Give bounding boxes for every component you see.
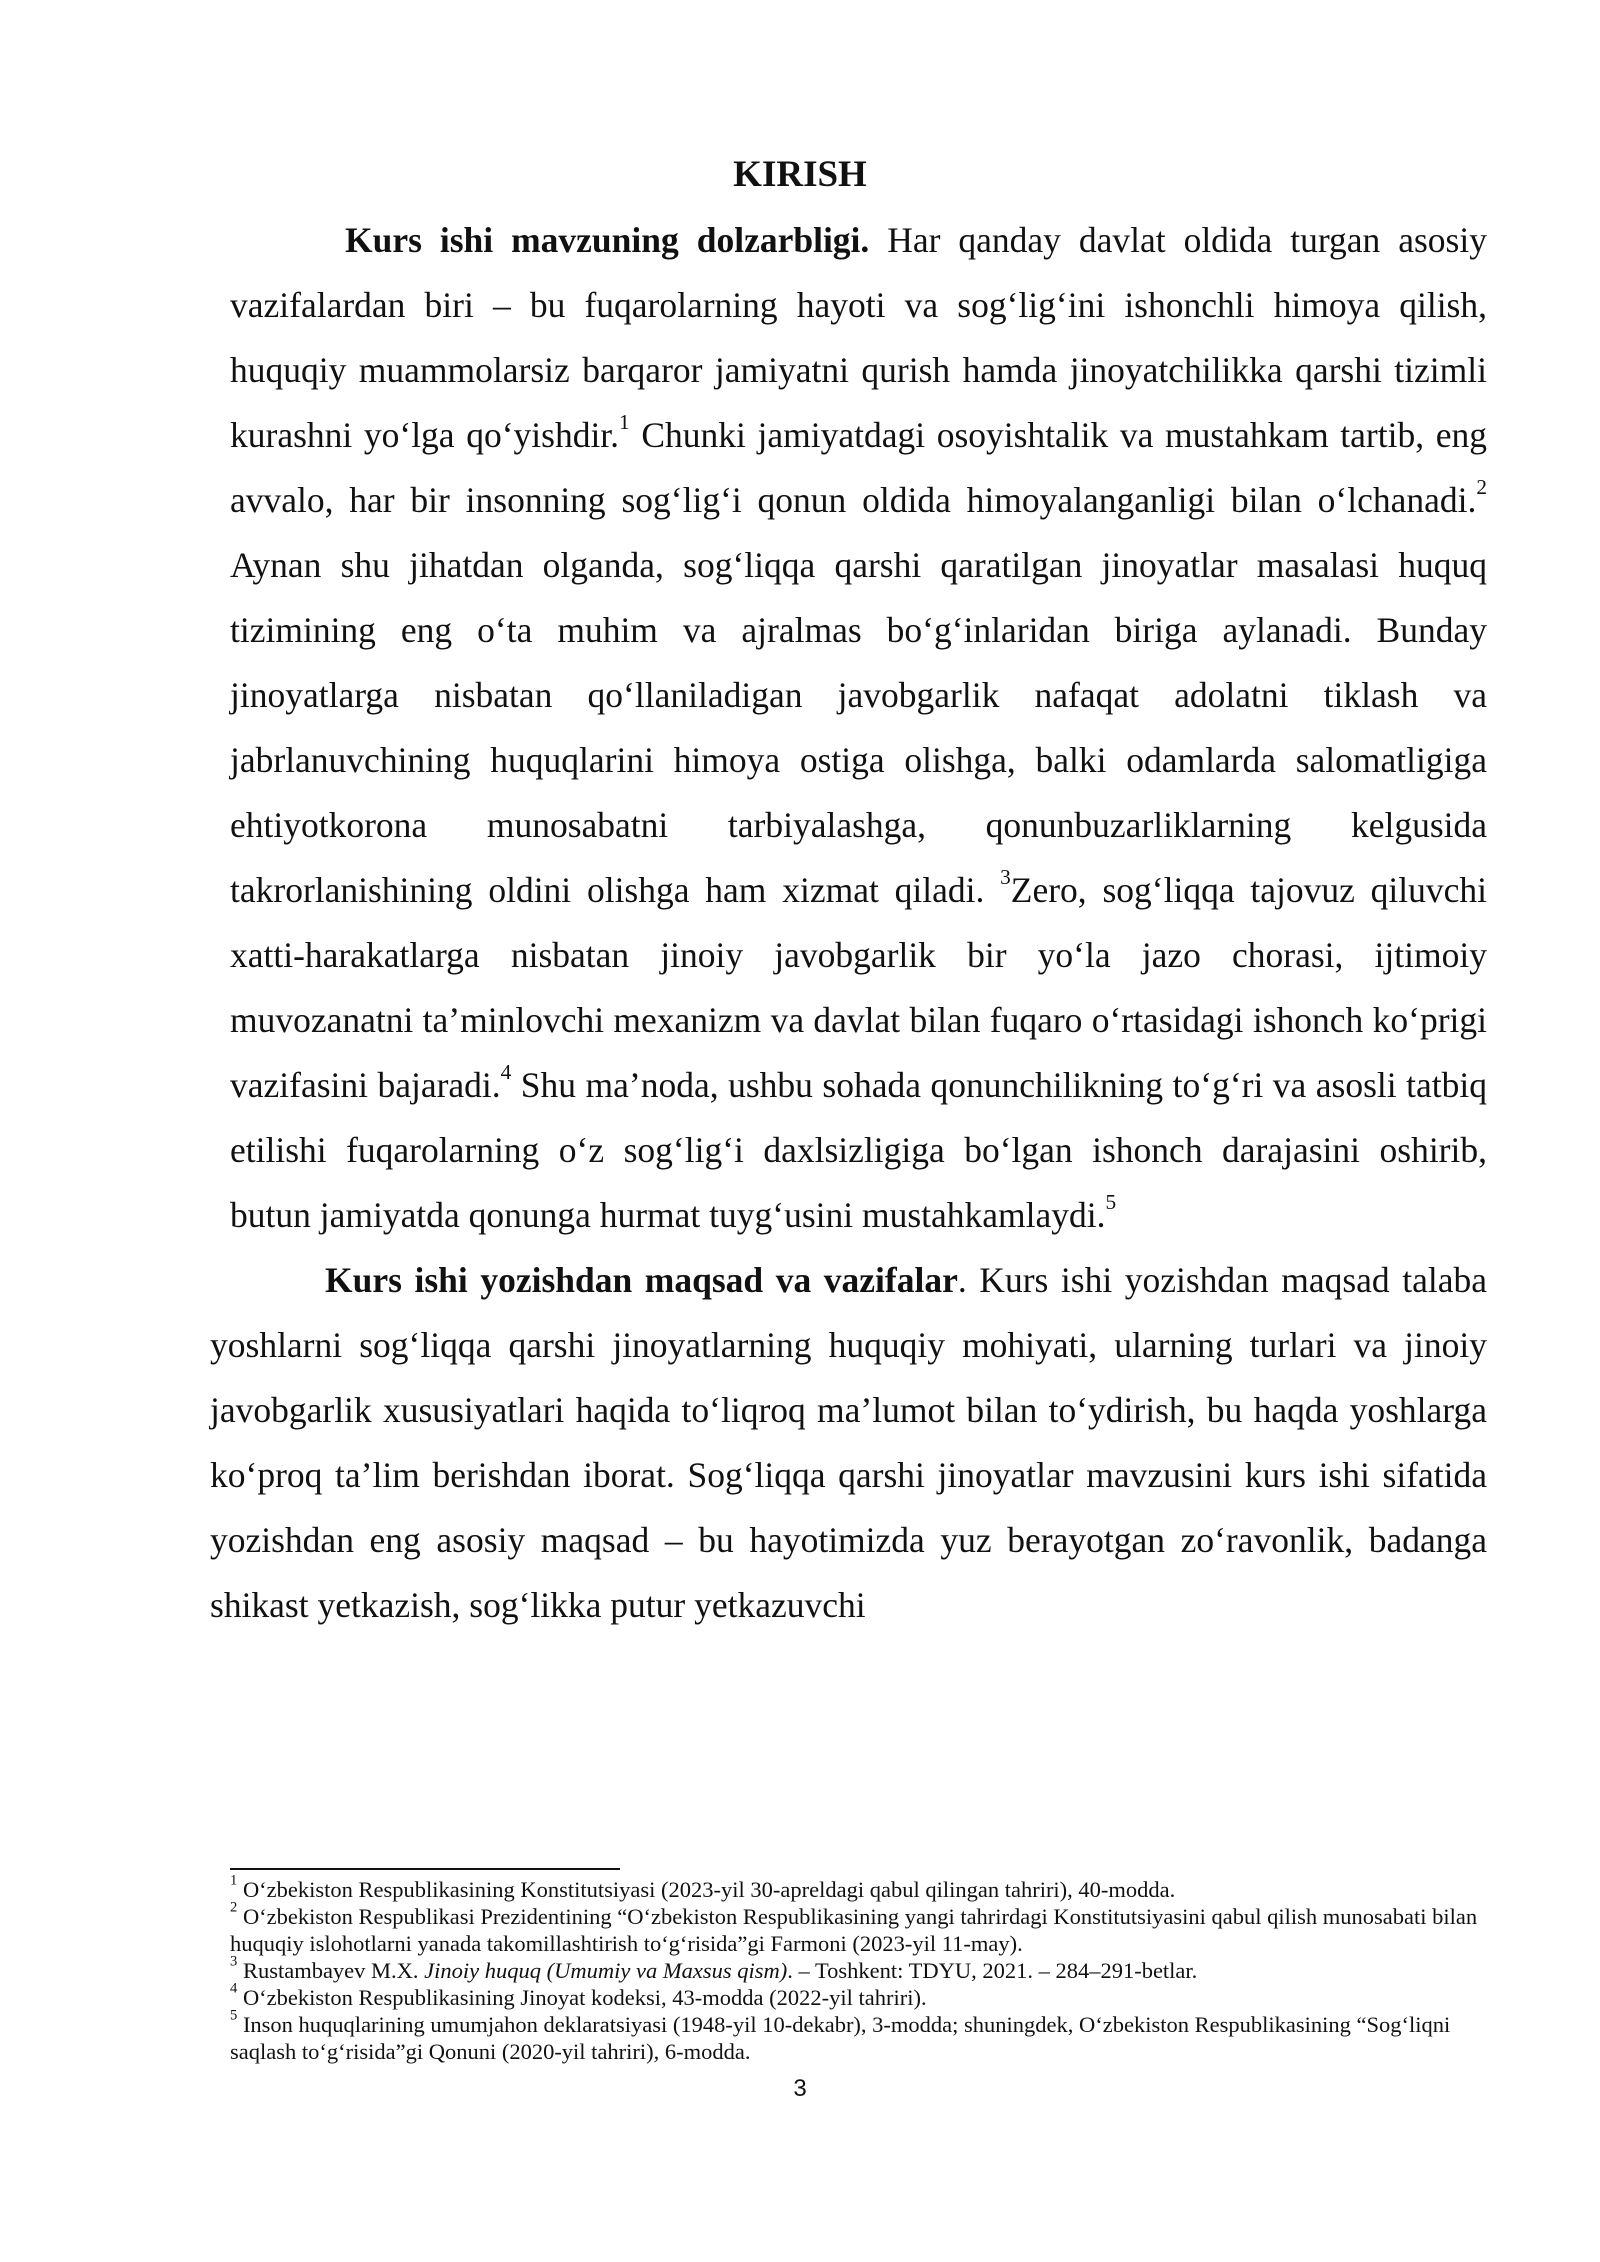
footnote-5: [230, 2007, 1490, 2065]
sentence: Aynan shu jihatdan olganda, sog‘liqqa qarshi qaratilgan jinoyatlar masalasi huquq tizimining eng o‘ta muhim va ajralmas bo‘g‘inlaridan biriga aylanadi. Bunday jinoyatlarga nisbatan qo‘llaniladigan javobgarlik nafaqat adolatni tiklash va jabrlanuvchining huquqlarini himoya ostiga olishga, balki odamlarda salomatligiga ehtiyotkorona munosabatni tarbiyalashga, qonunbuzarliklarning kelgusida takrorlanishining oldini olishga ham xizmat qiladi.: [230, 545, 1487, 910]
footnotes: [230, 1872, 1490, 2065]
page-number: 3: [793, 2075, 807, 2102]
sentence: Har qanday davlat oldida turgan asosiy vazifalardan biri – bu fuqarolarning hayoti va sog‘lig‘ini ishonchli himoya qilish, huquqiy muammolarsiz barqaror jamiyatni qurish hamda jinoyatchilikka qarshi tizimli kurashni yo‘lga qo‘yishdir.: [230, 220, 1487, 455]
footnote-3: [230, 1953, 1490, 1984]
footnote-number: 5: [230, 2007, 238, 2024]
footnote-ref: 2: [1476, 474, 1487, 499]
footnote-4: [230, 1980, 1490, 2011]
footnote-number: 3: [230, 1953, 238, 1970]
sentence: Shu ma’noda, ushbu sohada qonunchilikning to‘g‘ri va asosli tatbiq etilishi fuqarolarning o‘z sog‘lig‘i daxlsizligiga bo‘lgan ishonch darajasini oshirib, butun jamiyatda qonunga hurmat tuyg‘usini mustahkamlaydi.: [230, 1065, 1487, 1235]
footnote-1: [230, 1872, 1490, 1903]
footnote-text: O‘zbekiston Respublikasining Konstitutsiyasi (2023-yil 30-apreldagi qabul qilingan tahriri), 40-modda.: [237, 1877, 1176, 1902]
footnote-text: . – Toshkent: TDYU, 2021. – 284–291-betlar.: [787, 1958, 1198, 1983]
sentence: Zero, sog‘liqqa tajovuz qiluvchi xatti-harakatlarga nisbatan jinoiy javobgarlik bir yo‘la jazo chorasi, ijtimoiy muvozanatni ta’minlovchi mexanizm va davlat bilan fuqaro o‘rtasidagi ishonch ko‘prigi vazifasini bajaradi.: [230, 870, 1487, 1105]
footnote-ref: 4: [500, 1059, 512, 1084]
paragraph-lead: Kurs ishi yozishdan maqsad va vazifalar: [325, 1260, 958, 1300]
footnote-ref: 5: [1105, 1189, 1117, 1214]
footnote-text: Rustambayev M.X.: [237, 1958, 425, 1983]
footnote-number: 2: [230, 1899, 238, 1916]
footnote-book-title: Jinoiy huquq (Umumiy va Maxsus qism): [424, 1958, 788, 1983]
paragraph-lead: Kurs ishi mavzuning dolzarbligi.: [345, 220, 870, 260]
footnote-number: 1: [230, 1872, 238, 1889]
body-text: [210, 208, 1487, 1638]
footnote-text: O‘zbekiston Respublikasining Jinoyat kodeksi, 43-modda (2022-yil tahriri).: [237, 1985, 927, 2010]
page-heading: KIRISH: [733, 154, 867, 195]
footnote-ref: 3: [1000, 864, 1011, 889]
footnote-ref: 1: [619, 409, 630, 434]
paragraph-relevance: [210, 208, 1487, 1248]
sentence: Chunki jamiyatdagi osoyishtalik va mustahkam tartib, eng avvalo, har bir insonning sog‘lig‘i qonun oldida himoyalanganligi bilan o‘lchanadi.: [230, 415, 1487, 520]
footnote-text: O‘zbekiston Respublikasi Prezidentining “O‘zbekiston Respublikasining yangi tahrirdagi Konstitutsiyasini qabul qilish munosabati bilan huquqiy islohotlarni yanada takomillashtirish to‘g‘risida”gi Farmoni (2023-yil 11-may).: [230, 1904, 1478, 1956]
paragraph-goals: [210, 1248, 1487, 1638]
footnote-2: [230, 1899, 1490, 1957]
paragraph-text: . Kurs ishi yozishdan maqsad talaba yoshlarni sog‘liqqa qarshi jinoyatlarning huquqiy mohiyati, ularning turlari va jinoiy javobgarlik xususiyatlari haqida to‘liqroq ma’lumot bilan to‘ydirish, bu haqda yoshlarga ko‘proq ta’lim berishdan iborat. Sog‘liqqa qarshi jinoyatlar mavzusini kurs ishi sifatida yozishdan eng asosiy maqsad – bu hayotimizda yuz berayotgan zo‘ravonlik, badanga shikast yetkazish, sog‘likka putur yetkazuvchi: [210, 1260, 1487, 1625]
footnote-separator: [230, 1868, 620, 1870]
footnote-number: 4: [230, 1980, 238, 1997]
footnote-text: Inson huquqlarining umumjahon deklaratsiyasi (1948-yil 10-dekabr), 3-modda; shuningdek, O‘zbekiston Respublikasining “Sog‘liqni saqlash to‘g‘risida”gi Qonuni (2020-yil tahriri), 6-modda.: [230, 2012, 1451, 2064]
